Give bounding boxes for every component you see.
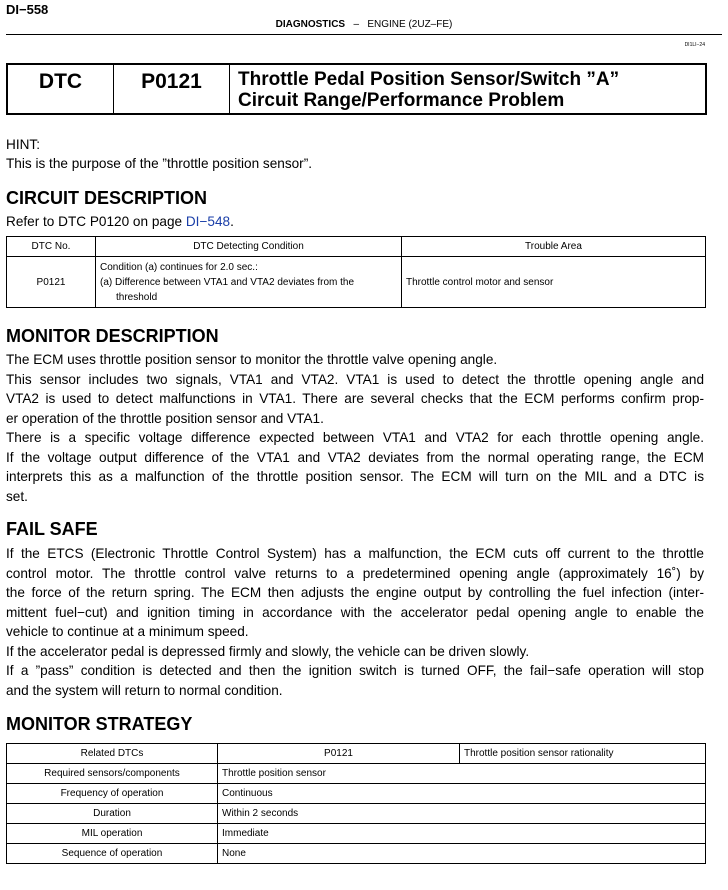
table-row [7,824,706,844]
dtc-code: P0121 [114,65,230,113]
dtc-title-line-1: Throttle Pedal Position Sensor/Switch ”A” [238,69,620,90]
condition-line-2: (a) Difference between VTA1 and VTA2 deviates from the [100,277,355,288]
failsafe-line-5: vehicle to continue at a minimum speed. [6,624,249,639]
strategy-value: None [218,844,706,864]
strategy-value: P0121 [218,744,460,764]
monitor-line-6: If the voltage output difference of the VTA1 and VTA2 deviates from the normal operating range, the ECM [6,449,704,465]
header-dtc-no: DTC No. [7,237,96,257]
dtc-title-box [6,63,707,115]
running-header [0,19,728,30]
header-detecting-condition: DTC Detecting Condition [96,237,402,257]
monitor-description-text [6,350,704,506]
cell-detecting-condition [96,257,402,308]
dtc-label: DTC [8,65,114,113]
table-row [7,804,706,824]
cell-trouble-area: Throttle control motor and sensor [402,257,706,308]
circuit-reference [6,212,234,232]
hint-label: HINT: [6,137,40,152]
strategy-label: Required sensors/components [7,764,218,784]
header-separator: – [353,19,359,30]
header-rule [6,34,722,35]
strategy-label: Sequence of operation [7,844,218,864]
dtc-title [230,65,705,113]
strategy-label: Related DTCs [7,744,218,764]
fail-safe-text [6,544,704,700]
failsafe-line-2: control motor. The throttle control valve returns to a predetermined opening angle (approximately 16˚) by [6,565,704,581]
hint-text: This is the purpose of the ”throttle position sensor”. [6,156,313,171]
monitor-line-7: interprets this as a malfunction of the throttle position sensor. The ECM will turn on the MIL and a DTC is [6,469,704,484]
failsafe-line-1: If the ETCS (Electronic Throttle Control System) has a malfunction, the ECM cuts off current to the throttle [6,546,704,561]
strategy-label: Frequency of operation [7,784,218,804]
condition-line-3: threshold [116,292,158,303]
page-number: DI−558 [6,2,49,17]
table-header-row [7,237,706,257]
strategy-value: Continuous [218,784,706,804]
monitor-line-5: There is a specific voltage difference expected between VTA1 and VTA2 for each throttle opening angle. [6,430,704,445]
header-trouble-area: Trouble Area [402,237,706,257]
strategy-label: Duration [7,804,218,824]
monitor-line-4: er operation of the throttle position sensor and VTA1. [6,410,324,426]
cell-dtc-no: P0121 [7,257,96,308]
section-title: DIAGNOSTICS [275,19,346,30]
doc-code: DI1LI−24 [684,42,705,48]
monitor-description-heading: MONITOR DESCRIPTION [6,326,219,346]
table-row [7,257,706,308]
monitor-line-2: This sensor includes two signals, VTA1 and VTA2. VTA1 is used to detect the throttle opening angle and [6,371,704,387]
condition-line-1: Condition (a) continues for 2.0 sec.: [100,262,258,273]
failsafe-line-6: If the accelerator pedal is depressed firmly and slowly, the vehicle can be driven slowly. [6,643,530,659]
subsection-title: ENGINE (2UZ–FE) [367,19,453,30]
page-link[interactable]: DI−548 [185,214,231,229]
strategy-value: Immediate [218,824,706,844]
strategy-extra: Throttle position sensor rationality [460,744,706,764]
failsafe-line-3: the force of the return spring. The ECM then adjusts the engine output by controlling the fuel infection (inter- [6,585,704,600]
failsafe-line-7: If a ”pass” condition is detected and then the ignition switch is turned OFF, the fail−safe operation will stop [6,663,704,678]
strategy-label: MIL operation [7,824,218,844]
reference-suffix: . [230,214,234,229]
table-row [7,764,706,784]
dtc-condition-table [6,236,706,308]
failsafe-line-4: mittent fuel−cut) and ignition timing in accordance with the accelerator pedal opening angle to enable the [6,604,704,620]
fail-safe-heading: FAIL SAFE [6,519,98,539]
monitor-line-8: set. [6,488,28,504]
monitor-line-3: VTA2 is used to detect malfunctions in VTA1. There are several checks that the ECM performs confirm prop- [6,391,704,406]
monitor-strategy-heading: MONITOR STRATEGY [6,714,193,734]
failsafe-line-8: and the system will return to normal condition. [6,682,283,698]
table-row [7,744,706,764]
strategy-value: Within 2 seconds [218,804,706,824]
table-row [7,844,706,864]
dtc-title-line-2: Circuit Range/Performance Problem [238,90,565,111]
monitor-strategy-table [6,743,706,864]
strategy-value: Throttle position sensor [218,764,706,784]
monitor-line-1: The ECM uses throttle position sensor to monitor the throttle valve opening angle. [6,352,498,367]
table-row [7,784,706,804]
reference-prefix: Refer to DTC P0120 on page [6,214,186,229]
circuit-description-heading: CIRCUIT DESCRIPTION [6,188,208,208]
